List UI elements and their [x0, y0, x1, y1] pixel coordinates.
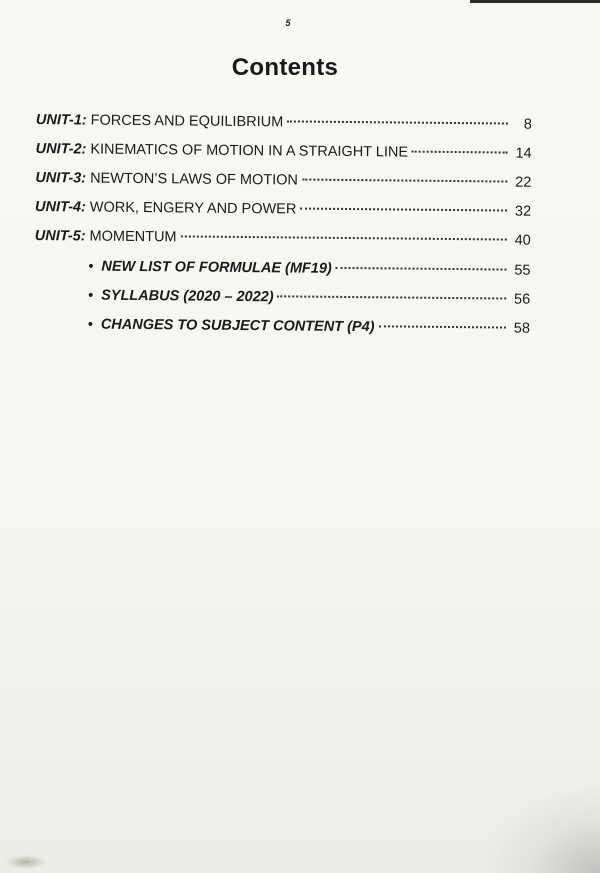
page-number: 5: [285, 18, 291, 28]
page-reference: 55: [514, 262, 531, 279]
page-reference: 32: [514, 203, 532, 220]
page-reference: 56: [514, 291, 531, 308]
unit-label: UNIT-3:: [35, 169, 87, 187]
toc-entry-unit-4[interactable]: [35, 199, 531, 233]
unit-title: FORCES AND EQUILIBRIUM: [90, 112, 284, 131]
dot-leader: [181, 235, 507, 240]
toc-entry-unit-5[interactable]: [35, 228, 531, 262]
corner-smudge: [6, 855, 46, 869]
table-of-contents: [34, 112, 532, 349]
toc-entry-syllabus[interactable]: [34, 286, 530, 320]
dot-leader: [379, 325, 506, 328]
extra-title: NEW LIST OF FORMULAE (MF19): [101, 258, 332, 277]
toc-entry-unit-2[interactable]: [35, 141, 531, 175]
unit-label: UNIT-4:: [35, 198, 86, 216]
bullet-icon: •: [88, 257, 94, 274]
page-reference: 14: [515, 145, 532, 162]
dot-leader: [300, 208, 507, 212]
dot-leader: [302, 179, 507, 183]
unit-title: MOMENTUM: [89, 228, 177, 246]
extra-title: SYLLABUS (2020 – 2022): [101, 287, 274, 306]
dot-leader: [278, 295, 507, 299]
unit-title: WORK, ENGERY AND POWER: [89, 199, 297, 218]
toc-entry-changes[interactable]: [34, 315, 530, 349]
unit-label: UNIT-2:: [35, 140, 87, 158]
dot-leader: [336, 267, 507, 271]
toc-entry-unit-3[interactable]: [35, 170, 531, 204]
unit-title: KINEMATICS OF MOTION IN A STRAIGHT LINE: [90, 141, 409, 161]
page-top-edge: [470, 0, 600, 3]
page-reference: 22: [515, 174, 532, 191]
page-reference: 58: [513, 320, 531, 337]
dot-leader: [412, 151, 508, 154]
page-reference: 8: [523, 116, 532, 133]
dot-leader: [287, 120, 508, 124]
bullet-icon: •: [88, 286, 94, 303]
page-reference: 40: [514, 232, 531, 249]
page-corner-shadow: [480, 783, 600, 873]
unit-label: UNIT-1:: [35, 112, 87, 129]
toc-entry-unit-1[interactable]: [36, 112, 532, 146]
toc-entry-formulae[interactable]: [34, 257, 530, 291]
unit-label: UNIT-5:: [34, 227, 86, 245]
bullet-icon: •: [87, 315, 93, 332]
page-title: Contents: [231, 54, 339, 81]
unit-title: NEWTON’S LAWS OF MOTION: [90, 170, 299, 189]
extra-title: CHANGES TO SUBJECT CONTENT (P4): [100, 316, 375, 336]
